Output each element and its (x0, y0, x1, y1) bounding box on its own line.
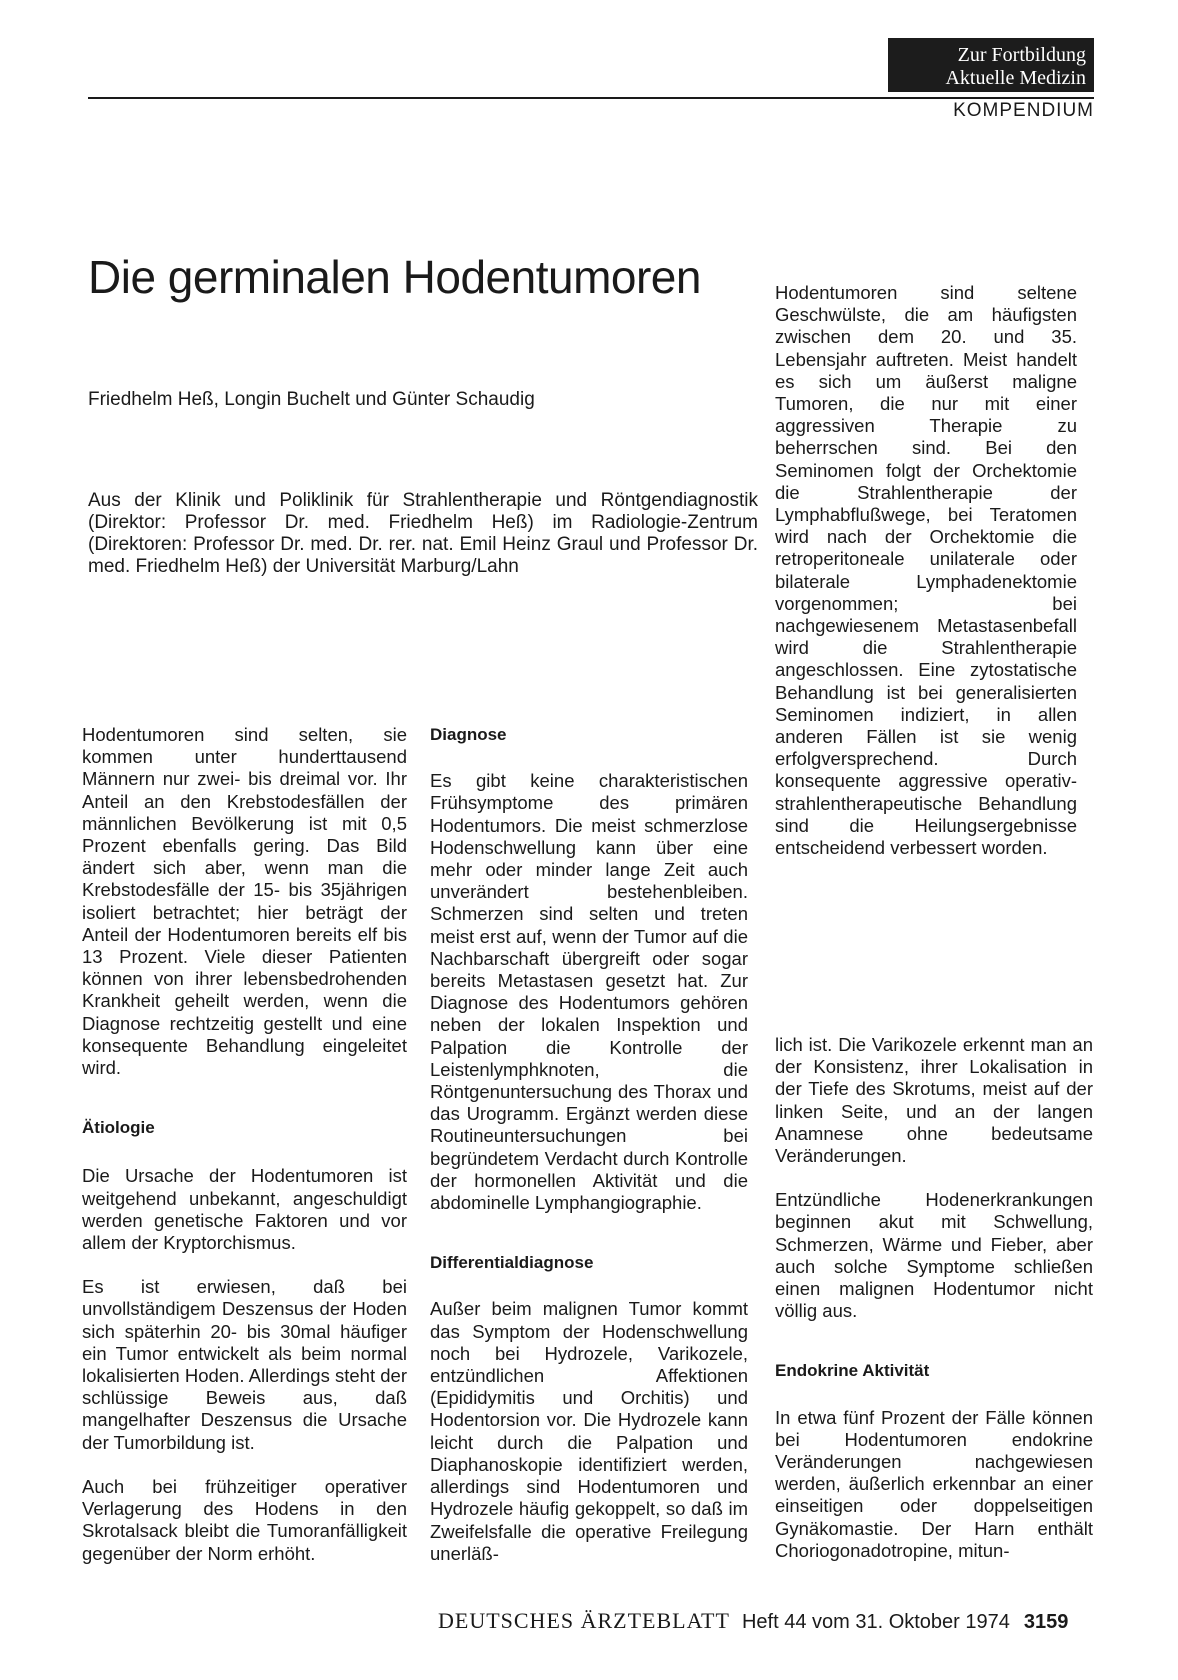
heading-endokrine-aktivitaet: Endokrine Aktivität (775, 1361, 930, 1381)
aetiologie-paragraph-3: Auch bei frühzeitiger operativer Verlagerung des Hodens in den Skrotalsack bleibt die Tumoranfälligkeit gegenüber der Norm erhöht. (82, 1475, 407, 1564)
text-column-4 (775, 1034, 1093, 1562)
differentialdiagnose-paragraph: Außer beim malignen Tumor kommt das Symptom der Hodenschwellung noch bei Hydrozele, Varikozele, entzündlichen Affektionen (Epididymitis und Orchitis) und Hodentorsion vor. Die Hydrozele kann leicht durch die Palpation und Diaphanoskopie identifiziert werden, allerdings sind Hodentumoren und Hydrozele häufig gekoppelt, so daß im Zweifelsfalle die operative Freilegung unerläß- (430, 1298, 748, 1564)
heading-aetiologie: Ätiologie (82, 1118, 155, 1138)
article-affiliation: Aus der Klinik und Poliklinik für Strahlentherapie und Röntgendiagnostik (Direktor: Professor Dr. med. Friedhelm Heß) im Radiologie-Zentrum (Direktoren: Professor Dr. med. Dr. rer. nat. Emil Heinz Graul und Professor Dr. med. Friedhelm Heß) der Universität Marburg/Lahn (88, 490, 758, 577)
aetiologie-paragraph-1: Die Ursache der Hodentumoren ist weitgehend unbekannt, angeschuldigt werden genetische Faktoren und vor allem der Kryptorchismus. (82, 1165, 407, 1254)
journal-name: DEUTSCHES ÄRZTEBLATT (438, 1608, 730, 1633)
text-column-1 (82, 724, 407, 1565)
issue-info: Heft 44 vom 31. Oktober 1974 (741, 1611, 1010, 1633)
page-number: 3159 (1023, 1611, 1069, 1633)
rubric-badge (888, 38, 1094, 92)
summary-column (775, 282, 1077, 859)
article-authors: Friedhelm Heß, Longin Buchelt und Günter Schaudig (88, 389, 535, 410)
varikozele-paragraph: lich ist. Die Varikozele erkennt man an der Konsistenz, ihrer Lokalisation in der Tiefe des Skrotums, meist auf der linken Seite, und an der langen Anamnese ohne bedeutsame Veränderungen. (775, 1034, 1093, 1167)
heading-differentialdiagnose: Differentialdiagnose (430, 1253, 594, 1273)
header-rule (88, 97, 1094, 99)
diagnose-paragraph: Es gibt keine charakteristischen Frühsymptome des primären Hodentumors. Die meist schmerzlose Hodenschwellung kann über eine mehr oder minder lange Zeit auch unverändert bestehenbleiben. Schmerzen sind selten und treten meist erst auf, wenn der Tumor auf die Nachbarschaft übergreift oder sogar bereits Metastasen gesetzt hat. Zur Diagnose des Hodentumors gehören neben der lokalen Inspektion und Palpation die Kontrolle der Leistenlymphknoten, die Röntgenuntersuchung des Thorax und das Urogramm. Ergänzt werden diese Routineuntersuchungen bei begründetem Verdacht durch Kontrolle der hormonellen Aktivität und die abdominelle Lymphangiographie. (430, 770, 748, 1214)
heading-diagnose: Diagnose (430, 725, 507, 744)
article-title: Die germinalen Hodentumoren (88, 251, 701, 303)
rubric-line-1: Zur Fortbildung (957, 44, 1086, 66)
text-column-2 (430, 724, 748, 1565)
aetiologie-paragraph-2: Es ist erwiesen, daß bei unvollständigem Deszensus der Hoden sich späterhin 20- bis 30mal häufiger ein Tumor entwickelt als beim normal lokalisierten Hoden. Allerdings steht der schlüssige Beweis aus, daß mangelhafter Deszensus die Ursache der Tumorbildung ist. (82, 1276, 407, 1453)
summary-paragraph: Hodentumoren sind seltene Geschwülste, die am häufigsten zwischen dem 20. und 35. Lebensjahr auftreten. Meist handelt es sich um äußerst maligne Tumoren, die nur mit einer aggressiven Therapie zu beherrschen sind. Bei den Seminomen folgt der Orchektomie die Strahlentherapie der Lymphabflußwege, bei Teratomen wird nach der Orchektomie die retroperitoneale unilaterale oder bilaterale Lymphadenektomie vorgenommen; bei nachgewiesenem Metastasenbefall wird die Strahlentherapie angeschlossen. Eine zytostatische Behandlung ist bei generalisierten Seminomen indiziert, in allen anderen Fällen ist sie wenig erfolgversprechend. Durch konsequente aggressive operativ-strahlentherapeutische Behandlung sind die Heilungsergebnisse entscheidend verbessert worden. (775, 282, 1077, 859)
section-label: KOMPENDIUM (953, 100, 1094, 121)
entzuendung-paragraph: Entzündliche Hodenerkrankungen beginnen akut mit Schwellung, Schmerzen, Wärme und Fieber, aber auch solche Symptome schließen einen malignen Hodentumor nicht völlig aus. (775, 1189, 1093, 1322)
endokrin-paragraph: In etwa fünf Prozent der Fälle können bei Hodentumoren endokrine Veränderungen nachgewiesen werden, äußerlich erkennbar an einer einseitigen oder doppelseitigen Gynäkomastie. Der Harn enthält Choriogonadotropine, mitun- (775, 1406, 1093, 1561)
rubric-line-2: Aktuelle Medizin (945, 67, 1086, 89)
intro-paragraph: Hodentumoren sind selten, sie kommen unter hunderttausend Männern nur zwei- bis dreimal vor. Ihr Anteil an den Krebstodesfällen der männlichen Bevölkerung ist mit 0,5 Prozent ebenfalls gering. Das Bild ändert sich aber, wenn man die Krebstodesfälle der 15- bis 35jährigen isoliert betrachtet; hier beträgt der Anteil der Hodentumoren bereits elf bis 13 Prozent. Viele dieser Patienten können von ihrer lebensbedrohenden Krankheit geheilt werden, wenn die Diagnose rechtzeitig gestellt und eine konsequente Behandlung eingeleitet wird. (82, 724, 407, 1079)
page-footer (438, 1608, 1068, 1634)
